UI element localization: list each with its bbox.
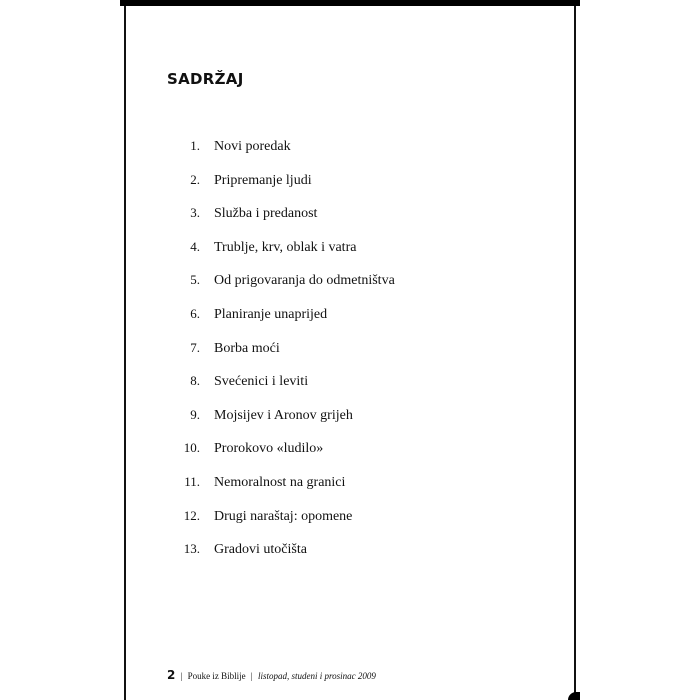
page-number: 2 [167,668,176,682]
toc-item-number: 6. [190,305,200,321]
table-of-contents [170,138,395,575]
toc-item-number: 7. [190,339,200,355]
toc-item-number: 12. [183,507,200,523]
toc-item [170,306,395,340]
toc-item-number: 13. [183,541,200,557]
footer-separator: | [180,671,183,681]
toc-item-title: Prorokovo «ludilo» [214,441,324,457]
toc-item-title: Planiranje unaprijed [214,306,328,322]
toc-item-number: 5. [190,272,200,288]
toc-item-number: 10. [183,440,200,456]
toc-item [170,407,395,441]
toc-item [170,205,395,239]
publication-period: listopad, studeni i prosinac 2009 [257,671,376,681]
toc-item-title: Trublje, krv, oblak i vatra [214,239,357,255]
toc-item-title: Nemoralnost na granici [214,474,346,490]
scan-edge-corner [568,692,580,700]
toc-item [170,272,395,306]
footer-separator: | [250,671,253,681]
toc-item-number: 4. [190,238,200,254]
publication-name: Pouke iz Biblije [187,671,246,681]
toc-item-title: Novi poredak [214,139,291,154]
toc-item [170,474,395,508]
toc-item [170,138,395,172]
toc-item-number: 3. [190,205,200,221]
toc-item-title: Mojsijev i Aronov grijeh [214,407,353,423]
toc-item [170,239,395,273]
toc-item-number: 11. [184,473,200,489]
toc-item [170,541,395,575]
toc-item [170,508,395,542]
toc-item [170,340,395,374]
toc-item [170,440,395,474]
page-footer [167,668,376,682]
toc-item-title: Borba moći [214,340,280,356]
toc-item-title: Drugi naraštaj: opomene [214,508,353,524]
toc-item-title: Pripremanje ljudi [214,172,312,188]
toc-item-number: 1. [190,138,200,153]
toc-item [170,373,395,407]
page-title: SADRŽAJ [167,70,244,88]
toc-item-title: Od prigovaranja do odmetništva [214,273,395,289]
toc-item-number: 2. [190,171,200,187]
toc-item-title: Služba i predanost [214,206,318,222]
toc-item-title: Gradovi utočišta [214,542,307,558]
toc-item-number: 8. [190,373,200,389]
toc-item-number: 9. [190,406,200,422]
toc-item-title: Svećenici i leviti [214,374,309,390]
toc-item [170,172,395,206]
